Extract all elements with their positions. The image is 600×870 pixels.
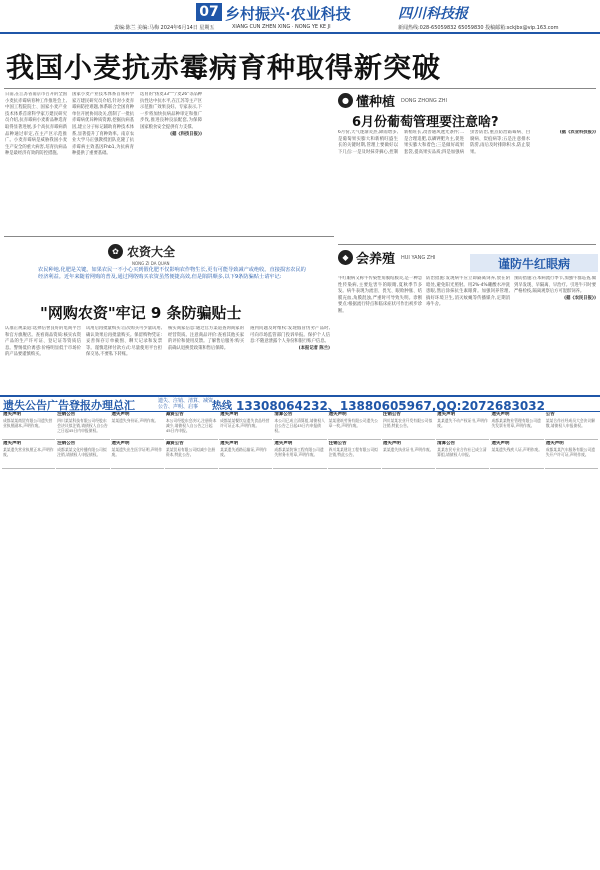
section-pinyin: DONG ZHONG ZHI (401, 97, 447, 104)
section-header-cattle (338, 248, 435, 267)
ad-title: 遗失声明 (545, 441, 564, 446)
classified-ads-band (0, 395, 600, 412)
section-pinyin: HUI YANG ZHI (401, 254, 436, 261)
ad-body: 成都某某餐饮店遗失食品经营许可证正本,声明作废。 (220, 418, 270, 428)
ad-body: 某某遗失道路运输证,声明作废。 (220, 447, 267, 457)
ad-title: 注销公告 (328, 441, 347, 446)
article-text: 牛红眼病又称牛传染性角膜结膜炎,是一种急性传染病,主要危害牛的眼睛,夏秋季节多发。病牛表现为流泪、畏光、眼睑肿胀、结膜充血,角膜混浊,严重时可导致失明。诊断要点:根据流行特点和临床症状可作出初步诊断。 (338, 276, 422, 314)
hotline-label: 热线 (212, 401, 232, 412)
nongzi-headline: "网购农资"牢记 9 条防骗贴士 (40, 304, 242, 322)
ads-band-subtitle: 遗失、注销、清算、减资、公告、声明、启事 (158, 398, 219, 410)
nongzi-col-1 (5, 326, 81, 390)
article-text: 选育的"扬麦33""宁麦26"等品种抗性达中抗水平,在江苏等主产区示范推广效果良好。专家表示,下一步将加快抗病品种审定和推广步伐,推进良种良法配套,为保障国家粮食安全提供有力支撑。 (140, 92, 202, 130)
article-text: 核实商家信息:通过官方渠道查询商家的经营资质。注意商品评价:查看其他买家的评价和使用反馈。了解售后服务:购买前确认退换货政策和售后保障。 (168, 326, 244, 351)
classified-ad (111, 412, 164, 440)
divider (4, 88, 596, 89)
grape-icon: ● (338, 93, 353, 108)
section-header-grape (338, 91, 447, 110)
nongzi-title-box (108, 241, 218, 261)
ad-body: 某某遗失不动产权证书,声明作废。 (437, 418, 488, 428)
ad-body: 某某遗失出生医学证明,声明作废。 (111, 447, 163, 457)
classified-ad (273, 441, 326, 469)
classified-ad (219, 412, 272, 440)
ad-title: 清算公告 (274, 412, 293, 417)
nongzi-col-4 (250, 326, 330, 390)
byline: (本报记者 陈兰) (298, 345, 330, 351)
ad-title: 遗失声明 (382, 441, 401, 446)
article-text: 日前,在江苏省南京市召开的全国小麦抗赤霉病育种工作推进会上,中国工程院院士、国家小麦产业技术体系首席科学家万建民研究员介绍,抗赤霉病小麦新品种选育取得显著进展,多个高抗赤霉病新品种通过审定,在主产区示范推广。小麦赤霉病是威胁我国小麦生产安全的重大病害,培育抗病品种是最经济有效的防控措施。 (5, 92, 67, 157)
cattle-title: 谨防牛红眼病 (497, 256, 570, 271)
article-text: 防治措施:发现病牛应立即隔离饲养,放在阴暗处,避免阳光照射。用2%-4%硼酸水冲洗患眼,然后涂抹抗生素眼膏。加强饲养管理,搞好环境卫生,消灭蚊蝇等传播媒介,定期消毒牛舍。 (426, 276, 510, 308)
page-number: 07 (196, 3, 222, 21)
article-text: 预防措施:在本病流行季节,加强牛群巡查,做到早发现、早隔离、早治疗。引进牛只时要严格检疫,隔离观察后方可混群饲养。 (514, 276, 596, 295)
article-text: 国家小麦产业技术体系首席科学家万建民研究员介绍,针对小麦赤霉病防控难题,体系联合全国育种单位开展协同攻关,创制了一批抗赤霉病优异种质资源,挖掘抗病基因,建立分子标记辅助育种技术体系,显著提升了育种效率。南京农业大学马正强教授团队克隆了抗赤霉病主效基因Fhb1,为抗病育种提供了重要基础。 (72, 92, 134, 157)
ad-title: 遗失声明 (274, 441, 293, 446)
ad-title: 遗失声明 (437, 412, 456, 417)
article-text: 试用后再批量购买:首次购买可少量试用,确认效果后再批量购买。保留购物凭证:妥善保存订单截图、聊天记录和发票等。谨慎选择付款方式:尽量使用平台担保交易,不要私下转账。 (86, 326, 162, 358)
article-column-2 (72, 92, 134, 232)
ad-body: 本公司经股东会决议,注册资本减少,请债权人自公告之日起45日内申报。 (165, 418, 217, 433)
ad-body: 成都某某商贸有限公司遗失营业执照副本,声明作废。 (3, 418, 53, 428)
article-column-1 (5, 92, 67, 232)
section-name: 会养殖 (356, 252, 396, 267)
section-pinyin: XIANG CUN ZHEN XING · NONG YE KE JI (232, 24, 331, 30)
classified-ad (219, 441, 272, 469)
sprout-icon: ✿ (108, 244, 123, 259)
classified-ad (2, 441, 55, 469)
ad-title: 遗失声明 (3, 412, 21, 417)
ad-title: 减资公告 (165, 441, 184, 446)
box-pinyin: NONG ZI DA QUAN (132, 261, 170, 266)
ad-body: 成都某某装饰工程有限公司遗失财务专用章,声明作废。 (274, 447, 324, 457)
grape-title: 6月份葡萄管理要注意啥? (352, 115, 499, 130)
ad-title: 注销公告 (57, 412, 76, 417)
ad-title: 遗失声明 (328, 412, 347, 417)
divider (338, 244, 596, 245)
ad-title: 注销公告 (57, 441, 76, 446)
section-title: 乡村振兴·农业科技 (225, 5, 351, 23)
article-column-3 (140, 92, 202, 232)
classified-ad (382, 441, 435, 469)
classified-ad (2, 412, 55, 440)
nongzi-intro: 农民种地,化肥是关键。如果农民一不小心买到假化肥不仅影响农作物生长,更有可能导致减产或绝收。直接损害农民的经济利益。近年来随着网购的普及,通过网络购买农资虽然便捷高效,但是陷阱颇多,以下9条防骗贴士请牢记: (38, 267, 306, 280)
classified-ad (56, 441, 109, 469)
ad-title: 遗失声明 (3, 441, 21, 446)
cattle-col-3 (514, 276, 596, 390)
cattle-banner (470, 254, 598, 272)
ad-title: 清算公告 (437, 441, 456, 446)
ad-body: 某某农民专业合作社已成立清算组,请债权人申报。 (437, 447, 487, 457)
byline: (据《农业科技报》) (559, 130, 596, 135)
ad-body: 成都某某物业管理有限公司遗失发票专用章,声明作废。 (491, 418, 541, 428)
cattle-col-2 (426, 276, 510, 390)
hotline-numbers: 13308064232、13880605967,QQ:2072683032 (236, 399, 545, 413)
classified-ads-grid (2, 412, 598, 867)
classified-ad (111, 441, 164, 469)
classified-ad (382, 412, 435, 440)
classified-ad (436, 412, 489, 440)
classified-ad (490, 441, 543, 469)
ad-title: 公告 (545, 412, 555, 417)
classified-ad (273, 412, 326, 440)
classified-ad (545, 412, 598, 440)
classified-ad (545, 441, 598, 469)
ad-title: 注销公告 (382, 412, 401, 417)
ad-title: 遗失声明 (111, 441, 130, 446)
ad-body: 某某贸易有限公司拟减少注册资本,特此公告。 (165, 447, 216, 457)
main-headline: 我国小麦抗赤霉病育种取得新突破 (6, 51, 442, 84)
ad-body: 某某遗失营业执照正本,声明作废。 (3, 447, 54, 457)
article-text: 遇到问题及时维权:发现假冒伪劣产品时,可向市场监管部门投诉举报。保护个人信息:不随意泄露个人身份和银行账户信息。 (250, 326, 330, 345)
ad-body: 某某建筑劳务有限公司遗失公章一枚,声明作废。 (328, 418, 378, 428)
ad-body: 四川某某农业开发有限公司拟注销,特此公告。 (382, 418, 433, 428)
classified-ad (56, 412, 109, 440)
cattle-col-1 (338, 276, 422, 390)
classified-ad (328, 441, 381, 469)
ad-title: 减资公告 (165, 412, 184, 417)
byline: (据《科技日报》) (170, 131, 202, 137)
page-header (0, 0, 600, 34)
nongzi-col-3 (168, 326, 244, 390)
ad-title: 遗失声明 (491, 412, 510, 417)
ad-title: 遗失声明 (220, 441, 239, 446)
ad-title: 遗失声明 (491, 441, 510, 446)
ad-title: 遗失声明 (111, 412, 130, 417)
grape-body (338, 130, 596, 240)
article-text: 认准正规渠道:选择信誉良好的电商平台和官方旗舰店。查看商品资质:核实农资产品的生产许可证、登记证等资质信息。警惕低价诱惑:价格明显低于市场价的产品要谨慎购买。 (5, 326, 81, 358)
header-rule (0, 32, 600, 34)
article-text: 6月份,天气逐渐炎热,降雨增多,是葡萄果实膨大和新梢旺盛生长的关键时期,管理上要做好以下几点:一是及时抹芽摘心,控制新梢旺长,改善通风透光条件;二是合理追肥,以磷钾肥为主,促进果实膨大和着色;三是做好疏果套袋,提高果实品质;四是加强病虫害防治,重点防治霜霉病、白腐病、炭疽病等;五是注意排水防涝,雨后及时排除积水,防止裂果。 (338, 130, 530, 155)
ad-body: 某某遗失身份证,声明作废。 (111, 418, 159, 423)
ad-body: 某某遗失残疾人证,声明作废。 (491, 447, 543, 452)
section-name: 懂种植 (356, 95, 396, 110)
classified-ad (328, 412, 381, 440)
contact-info: 新闻热线:028-65059832 65059830 投稿邮箱:sckjbx@vip.163.com (398, 25, 559, 31)
ad-body: 四川某某科技有限公司经股东会决议拟注销,请债权人自公告之日起45日内申报债权。 (57, 418, 108, 433)
issue-meta: 责编:陈兰 美编:马梅 2024年6月14日 星期五 (114, 25, 215, 31)
classified-ad (436, 441, 489, 469)
box-title: 农资大全 (127, 244, 176, 259)
ads-band-title: 遗失公告广告登报办理总汇 (3, 399, 135, 412)
nongzi-col-2 (86, 326, 162, 390)
ad-title: 遗失声明 (220, 412, 239, 417)
ad-body: 成都某某文化传播有限公司拟注销,请债权人申报债权。 (57, 447, 107, 457)
ad-body: 四川某某建设工程有限公司拟注销,特此公告。 (328, 447, 378, 457)
classified-ad (490, 412, 543, 440)
cow-icon: ◆ (338, 250, 353, 265)
classified-ad (165, 441, 218, 469)
ad-body: 某某遗失执业证书,声明作废。 (382, 447, 434, 452)
ad-body: 成都某某汽车服务有限公司遗失开户许可证,声明作废。 (545, 447, 596, 457)
byline: (据《农民日报》) (564, 295, 596, 301)
classified-ad (165, 412, 218, 440)
ad-body: 某某合作社经成员大会决议解散,请债权人申报债权。 (545, 418, 596, 428)
ad-body: 本公司已成立清算组,请债权人自公告之日起45日内申报债权。 (274, 418, 325, 433)
paper-name: 四川科技报 (398, 6, 468, 22)
